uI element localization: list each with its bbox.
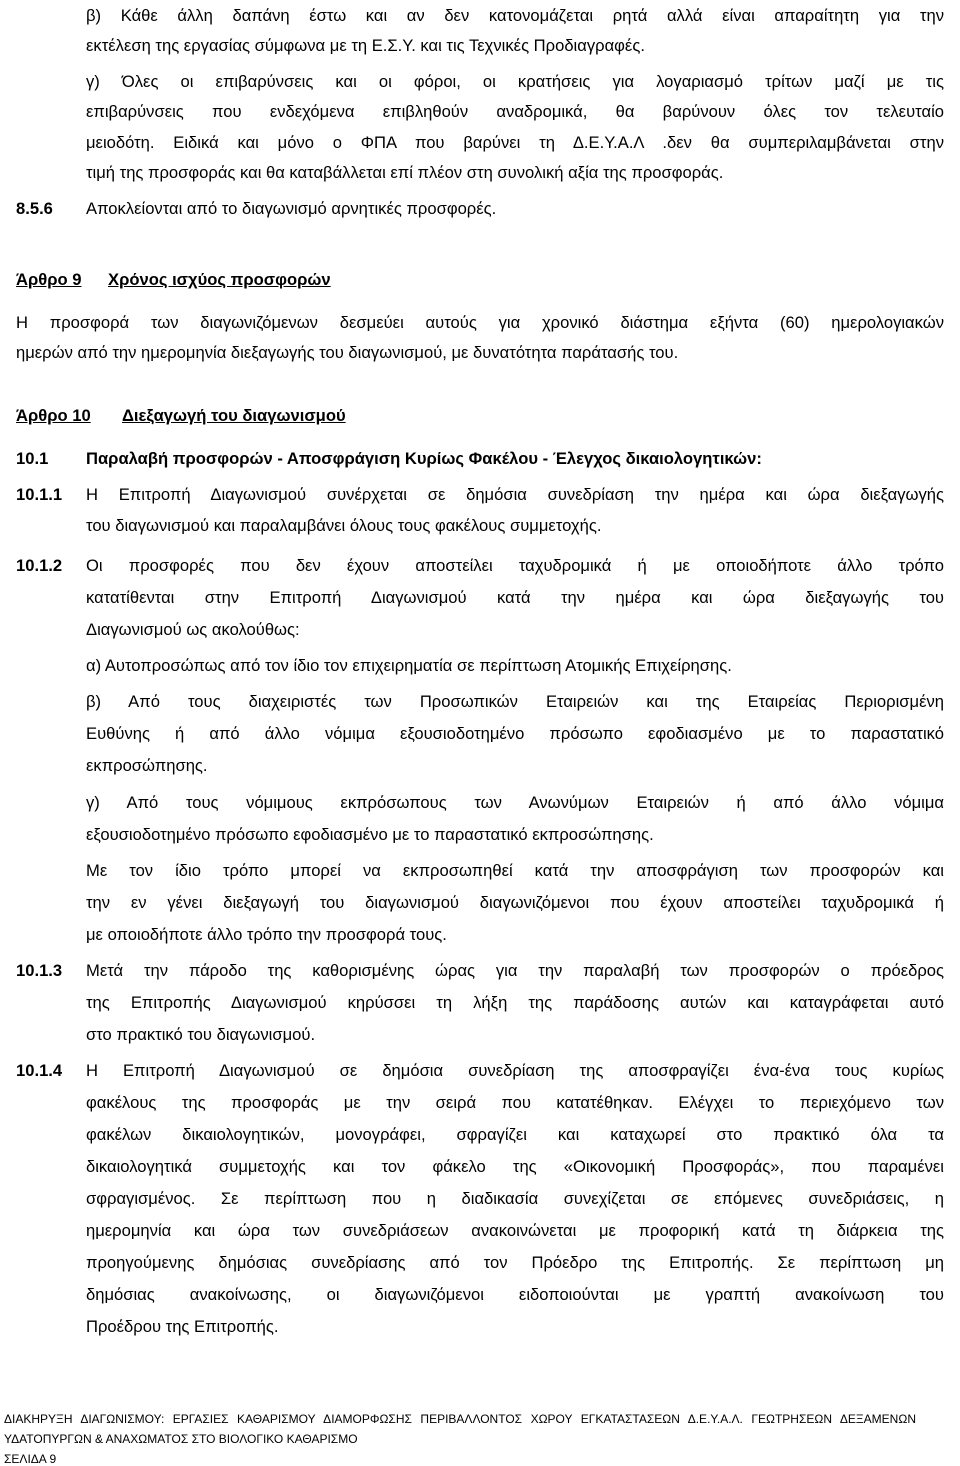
footer-page-number: ΣΕΛΙΔΑ 9 bbox=[4, 1452, 57, 1466]
item-1012-option-b-line1: β) Από τους διαχειριστές των Προσωπικών Εταιρειών και της Εταιρείας Περιορισμένη bbox=[86, 692, 944, 711]
item-1012-option-b-line2: Ευθύνης ή από άλλο νόμιμα εξουσιοδοτημένο πρόσωπο εφοδιασμένο με το παραστατικό bbox=[86, 724, 944, 743]
article-9-label: Άρθρο 9 bbox=[16, 270, 82, 289]
item-1014-line4: δικαιολογητικά συμμετοχής και τον φάκελο της «Οικονομική Προσφοράς», που παραμένει bbox=[86, 1157, 944, 1176]
item-1014-line7: προηγούμενης δημόσιας συνεδρίασης από τον Πρόεδρο της Επιτροπής. Σε περίπτωση μη bbox=[86, 1253, 944, 1272]
item-1012-number: 10.1.2 bbox=[16, 556, 63, 575]
item-1012-line1: Οι προσφορές που δεν έχουν αποστείλει ταχυδρομικά ή με οποιοδήποτε άλλο τρόπο bbox=[86, 556, 944, 575]
item-1012-option-b-line3: εκπροσώπησης. bbox=[86, 756, 208, 775]
article-9-line2: ημερών από την ημερομηνία διεξαγωγής του διαγωνισμού, με δυνατότητα παράτασής του. bbox=[16, 343, 679, 362]
footer-title-line1: ΔΙΑΚΗΡΥΞΗ ΔΙΑΓΩΝΙΣΜΟΥ: ΕΡΓΑΣΙΕΣ ΚΑΘΑΡΙΣΜΟΥ ΔΙΑΜΟΡΦΩΣΗΣ ΠΕΡΙΒΑΛΛΟΝΤΟΣ ΧΩΡΟΥ ΕΓΚΑΤΑΣΤΑΣΕΩΝ Δ.Ε.Υ.Α.Λ. ΓΕΩΤΡΗΣΕΩΝ ΔΕΞΑΜΕΝΩΝ bbox=[4, 1412, 916, 1426]
item-1013-number: 10.1.3 bbox=[16, 961, 63, 980]
item-856-number: 8.5.6 bbox=[16, 199, 53, 218]
item-1012-closing-line3: με οποιοδήποτε άλλο τρόπο την προσφορά τους. bbox=[86, 925, 447, 944]
item-1012-option-c-line1: γ) Από τους νόμιμους εκπρόσωπους των Ανωνύμων Εταιρειών ή από άλλο νόμιμα bbox=[86, 793, 944, 812]
footer-title-line2: ΥΔΑΤΟΠΥΡΓΩΝ & ΑΝΑΧΩΜΑΤΟΣ ΣΤΟ ΒΙΟΛΟΓΙΚΟ ΚΑΘΑΡΙΣΜΟ bbox=[4, 1432, 358, 1446]
paragraph-c-line3: μειοδότη. Ειδικά και μόνο ο ΦΠΑ που βαρύνει τη Δ.Ε.Υ.Α.Λ .δεν θα συμπεριλαμβάνεται στην bbox=[86, 133, 944, 152]
section-101-number: 10.1 bbox=[16, 449, 49, 468]
paragraph-c-line2: επιβαρύνσεις που ενδεχόμενα επιβληθούν αναδρομικά, θα βαρύνουν όλες τον τελευταίο bbox=[86, 102, 944, 121]
item-1012-line3: Διαγωνισμού ως ακολούθως: bbox=[86, 620, 300, 639]
paragraph-c-line4: τιμή της προσφοράς και θα καταβάλλεται επί πλέον στη συνολική αξία της προσφοράς. bbox=[86, 163, 724, 182]
item-1014-line9: Προέδρου της Επιτροπής. bbox=[86, 1317, 279, 1336]
item-1013-line1: Μετά την πάροδο της καθορισμένης ώρας για την παραλαβή των προσφορών ο πρόεδρος bbox=[86, 961, 944, 980]
item-1012-closing-line1: Με τον ίδιο τρόπο μπορεί να εκπροσωπηθεί κατά την αποσφράγιση των προσφορών και bbox=[86, 861, 944, 880]
item-1014-line6: ημερομηνία και ώρα των συνεδριάσεων ανακοινώνεται με προφορική κατά τη διάρκεια της bbox=[86, 1221, 944, 1240]
item-1012-option-a: α) Αυτοπροσώπως από τον ίδιο τον επιχειρηματία σε περίπτωση Ατομικής Επιχείρησης. bbox=[86, 656, 732, 675]
item-856-text: Αποκλείονται από το διαγωνισμό αρνητικές προσφορές. bbox=[86, 199, 497, 218]
article-10-label: Άρθρο 10 bbox=[16, 406, 91, 425]
paragraph-b-line1: β) Κάθε άλλη δαπάνη έστω και αν δεν κατονομάζεται ρητά αλλά είναι απαραίτητη για την bbox=[86, 6, 944, 25]
item-1014-line2: φακέλους της προσφοράς με την σειρά που κατατέθηκαν. Ελέγχει το περιεχόμενο των bbox=[86, 1093, 944, 1112]
item-1014-line8: δημόσιας ανακοίνωσης, οι διαγωνιζόμενοι ειδοποιούνται με γραπτή ανακοίνωση του bbox=[86, 1285, 944, 1304]
item-1012-option-c-line2: εξουσιοδοτημένο πρόσωπο εφοδιασμένο με το παραστατικό εκπροσώπησης. bbox=[86, 825, 654, 844]
item-1012-closing-line2: την εν γένει διεξαγωγή του διαγωνισμού διαγωνιζόμενοι που έχουν αποστείλει ταχυδρομικά ή bbox=[86, 893, 944, 912]
paragraph-c-line1: γ) Όλες οι επιβαρύνσεις και οι φόροι, οι κρατήσεις για λογαριασμό τρίτων μαζί με τις bbox=[86, 72, 944, 91]
section-101-title: Παραλαβή προσφορών - Αποσφράγιση Κυρίως Φακέλου - Έλεγχος δικαιολογητικών: bbox=[86, 449, 762, 468]
item-1013-line3: στο πρακτικό του διαγωνισμού. bbox=[86, 1025, 316, 1044]
item-1012-line2: κατατίθενται στην Επιτροπή Διαγωνισμού κατά την ημέρα και ώρα διεξαγωγής του bbox=[86, 588, 944, 607]
item-1014-line5: σφραγισμένος. Σε περίπτωση που η διαδικασία συνεχίζεται σε επόμενες συνεδριάσεις, η bbox=[86, 1189, 944, 1208]
article-10-title: Διεξαγωγή του διαγωνισμού bbox=[122, 406, 346, 425]
item-1013-line2: της Επιτροπής Διαγωνισμού κηρύσσει τη λήξη της παράδοσης αυτών και καταγράφεται αυτό bbox=[86, 993, 944, 1012]
item-1014-line3: φακέλων δικαιολογητικών, μονογράφει, σφραγίζει και καταχωρεί στο πρακτικό όλα τα bbox=[86, 1125, 944, 1144]
paragraph-b-line2: εκτέλεση της εργασίας σύμφωνα με τη Ε.Σ.Υ. και τις Τεχνικές Προδιαγραφές. bbox=[86, 36, 645, 55]
item-1011-line1: Η Επιτροπή Διαγωνισμού συνέρχεται σε δημόσια συνεδρίαση την ημέρα και ώρα διεξαγωγής bbox=[86, 485, 944, 504]
item-1014-line1: Η Επιτροπή Διαγωνισμού σε δημόσια συνεδρίαση της αποσφραγίζει ένα-ένα τους κυρίως bbox=[86, 1061, 944, 1080]
item-1014-number: 10.1.4 bbox=[16, 1061, 63, 1080]
article-9-line1: Η προσφορά των διαγωνιζόμενων δεσμεύει αυτούς για χρονικό διάστημα εξήντα (60) ημερολογιακών bbox=[16, 313, 944, 332]
article-9-title: Χρόνος ισχύος προσφορών bbox=[108, 270, 331, 289]
item-1011-number: 10.1.1 bbox=[16, 485, 63, 504]
item-1011-line2: του διαγωνισμού και παραλαμβάνει όλους τους φακέλους συμμετοχής. bbox=[86, 516, 602, 535]
